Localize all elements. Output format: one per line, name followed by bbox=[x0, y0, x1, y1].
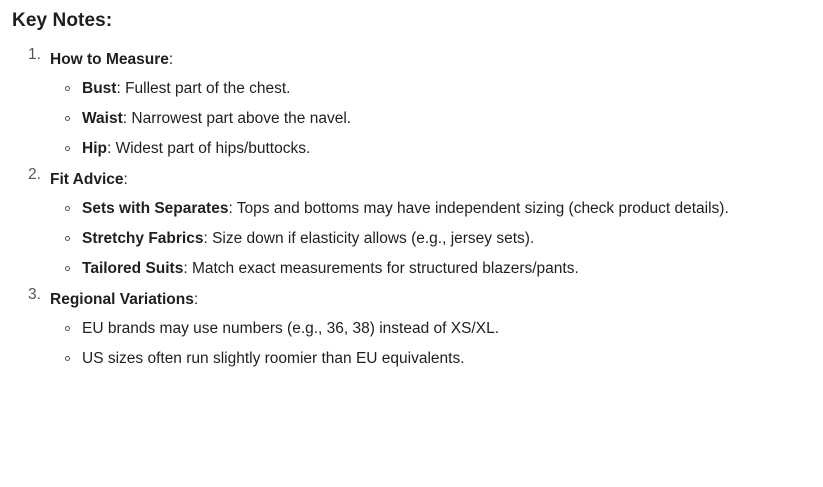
key-notes-list bbox=[10, 46, 813, 374]
sublist-item-term: Tailored Suits bbox=[82, 260, 184, 277]
section-heading-term: How to Measure bbox=[50, 51, 169, 68]
sublist-item-term-suffix: : bbox=[106, 140, 112, 157]
list-item bbox=[50, 104, 813, 134]
section-heading bbox=[50, 286, 813, 314]
section-heading-term: Fit Advice bbox=[50, 171, 124, 188]
section-heading-suffix: : bbox=[168, 51, 174, 68]
sublist-item-term-suffix: : bbox=[203, 230, 208, 247]
section-heading bbox=[50, 46, 813, 74]
circle-bullet-icon bbox=[65, 86, 70, 91]
sublist-item-term-suffix: : bbox=[116, 80, 121, 97]
sublist-item-text: EU brands may use numbers (e.g., 36, 38) instead of XS/XL. bbox=[82, 320, 499, 337]
sublist-item bbox=[82, 314, 813, 344]
list-number: 1. bbox=[28, 46, 41, 63]
sublist-item bbox=[82, 104, 813, 134]
list-item bbox=[50, 314, 813, 344]
list-item bbox=[50, 224, 813, 254]
list-item bbox=[50, 74, 813, 104]
sublist-item-term-suffix: : bbox=[228, 200, 233, 217]
section-heading-suffix: : bbox=[123, 171, 128, 188]
sublist-item bbox=[82, 194, 813, 224]
sublist-item-text: Widest part of hips/buttocks. bbox=[111, 140, 311, 157]
sublist-item-text: Size down if elasticity allows (e.g., jersey sets). bbox=[207, 230, 535, 247]
sublist bbox=[50, 194, 813, 284]
list-item bbox=[10, 166, 813, 284]
circle-bullet-icon bbox=[65, 116, 70, 121]
sublist-item-term: Bust bbox=[82, 80, 117, 97]
section-heading-term: Regional Variations bbox=[50, 291, 194, 308]
list-item bbox=[50, 254, 813, 284]
sublist bbox=[50, 314, 813, 374]
sublist-item-term: Stretchy Fabrics bbox=[82, 230, 204, 247]
circle-bullet-icon bbox=[65, 326, 70, 331]
list-item bbox=[10, 286, 813, 374]
section-heading-suffix: : bbox=[193, 291, 199, 308]
sublist-item bbox=[82, 344, 813, 374]
sublist-item-text: Narrowest part above the navel. bbox=[127, 110, 352, 127]
circle-bullet-icon bbox=[65, 266, 70, 271]
sublist-item-text: Tops and bottoms may have independent sizing (check product details). bbox=[232, 200, 729, 217]
sublist-item-term: Sets with Separates bbox=[82, 200, 229, 217]
list-number: 3. bbox=[28, 286, 41, 303]
sublist-item-term-suffix: : bbox=[122, 110, 128, 127]
circle-bullet-icon bbox=[65, 236, 70, 241]
section-heading bbox=[50, 166, 813, 194]
list-item bbox=[10, 46, 813, 164]
sublist-item-text: Match exact measurements for structured blazers/pants. bbox=[187, 260, 579, 277]
sublist-item bbox=[82, 134, 813, 164]
list-item bbox=[50, 344, 813, 374]
circle-bullet-icon bbox=[65, 146, 70, 151]
list-item bbox=[50, 194, 813, 224]
sublist-item-term-suffix: : bbox=[183, 260, 188, 277]
sublist-item-term: Waist bbox=[82, 110, 123, 127]
sublist-item bbox=[82, 74, 813, 104]
circle-bullet-icon bbox=[65, 206, 70, 211]
sublist-item-text: US sizes often run slightly roomier than EU equivalents. bbox=[82, 350, 465, 367]
list-item bbox=[50, 134, 813, 164]
sublist bbox=[50, 74, 813, 164]
circle-bullet-icon bbox=[65, 356, 70, 361]
page-title: Key Notes: bbox=[12, 10, 113, 31]
list-number: 2. bbox=[28, 166, 41, 183]
sublist-item-text: Fullest part of the chest. bbox=[120, 80, 291, 97]
sublist-item bbox=[82, 254, 813, 284]
sublist-item-term: Hip bbox=[82, 140, 107, 157]
sublist-item bbox=[82, 224, 813, 254]
